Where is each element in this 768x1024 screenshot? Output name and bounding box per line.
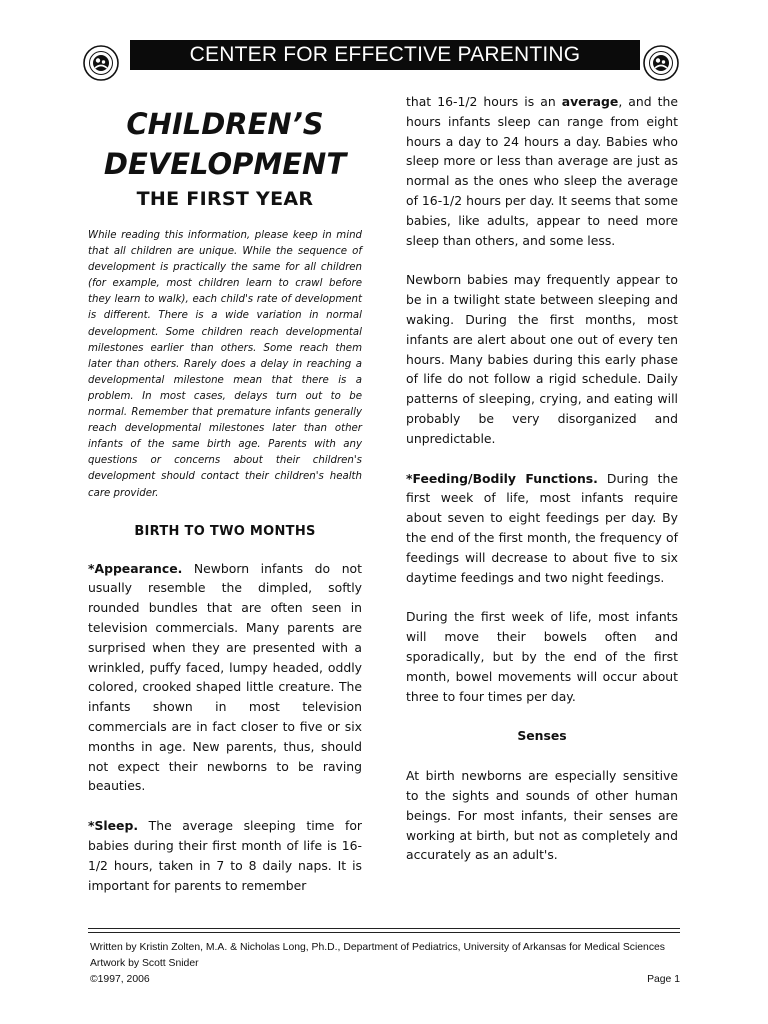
- sleep-paragraph: [88, 816, 362, 895]
- footer: [90, 940, 680, 988]
- bowels-paragraph: During the first week of life, most infants will move their bowels often and sporadically, but by the end of the first month, bowel movements will occur about three to four times per day.: [406, 609, 678, 704]
- footer-copyright: ©1997, 2006: [90, 974, 150, 985]
- senses-heading: Senses: [517, 728, 567, 744]
- banner-title: CENTER FOR EFFECTIVE PARENTING: [189, 43, 581, 66]
- sleep-label: *Sleep.: [88, 818, 139, 834]
- sleep-continued-paragraph: [406, 92, 678, 250]
- header-banner: [130, 40, 640, 70]
- title-line-1: CHILDREN’S: [126, 107, 324, 141]
- organization-logo-icon: [82, 44, 120, 82]
- sleep-cont-before: that 16-1/2 hours is an: [406, 94, 562, 109]
- appearance-label: *Appearance.: [88, 560, 183, 576]
- footer-divider: [88, 932, 680, 933]
- title-line-2: DEVELOPMENT: [103, 147, 347, 181]
- footer-artwork: Artwork by Scott Snider: [90, 958, 199, 969]
- senses-paragraph: At birth newborns are especially sensitive to the sights and sounds of other human beings. For most infants, their senses are working at birth, but not as completely and accurately as an adult's.: [406, 768, 678, 863]
- feeding-paragraph: [406, 469, 678, 588]
- footer-authors: Written by Kristin Zolten, M.A. & Nicholas Long, Ph.D., Department of Pediatrics, University of Arkansas for Medical Sciences: [90, 942, 665, 953]
- subtitle: THE FIRST YEAR: [136, 188, 314, 210]
- sleep-cont-bold: average: [561, 94, 619, 109]
- section-heading: BIRTH TO TWO MONTHS: [134, 523, 316, 539]
- feeding-text: During the first week of life, most infants require about seven to eight feedings per day. By the end of the first month, the frequency of feedings will decrease to about five to six daytime feedings and two night feedings.: [406, 470, 678, 585]
- twilight-paragraph: Newborn babies may frequently appear to be in a twilight state between sleeping and waking. During the first months, most infants are alert about one out of every ten hours. Many babies during this early phase of life do not follow a rigid schedule. Daily patterns of sleeping, crying, and eating will probably be very disorganized and unpredictable.: [406, 272, 678, 446]
- sleep-cont-after: , and the hours infants sleep can range from eight hours a day to 24 hours a day. Babies who sleep more or less than average are just as normal as the ones who sleep the average of 16-1/2 hours per day. It seems that some babies, like adults, appear to need more sleep than others, and some less.: [406, 94, 678, 248]
- sleep-text: The average sleeping time for babies during their first month of life is 16-1/2 hours, taken in 7 to 8 daily naps. It is important for parents to remember: [88, 818, 362, 893]
- page-number: Page 1: [647, 974, 680, 985]
- intro-paragraph: While reading this information, please keep in mind that all children are unique. While the sequence of development is practically the same for all children (for example, most children learn to crawl before they learn to walk), each child's rate of development is different. There is a wide variation in normal development. Some children reach developmental milestones earlier than others. Some reach them later than others. Rarely does a delay in reaching a developmental milestone mean that there is a problem. In most cases, delays turn out to be normal. Remember that premature infants generally reach developmental milestones later than other infants of the same birth age. Parents with any questions or concerns about their children's development should contact their children's health care provider.: [88, 230, 362, 499]
- organization-logo-icon: [642, 44, 680, 82]
- feeding-label: *Feeding/Bodily Functions.: [406, 470, 598, 486]
- appearance-text: Newborn infants do not usually resemble the dimpled, softly rounded bundles that are often seen in television commercials. Many parents are surprised when they are presented with a wrinkled, puffy faced, lumpy headed, oddly colored, crooked shaped little creature. The infants shown in most television commercials are in fact closer to five or six months in age. New parents, thus, should not expect their newborns to be raving beauties.: [88, 560, 362, 794]
- right-column: [406, 92, 678, 865]
- footer-divider: [88, 928, 680, 929]
- left-column: [88, 92, 362, 895]
- appearance-paragraph: [88, 559, 362, 797]
